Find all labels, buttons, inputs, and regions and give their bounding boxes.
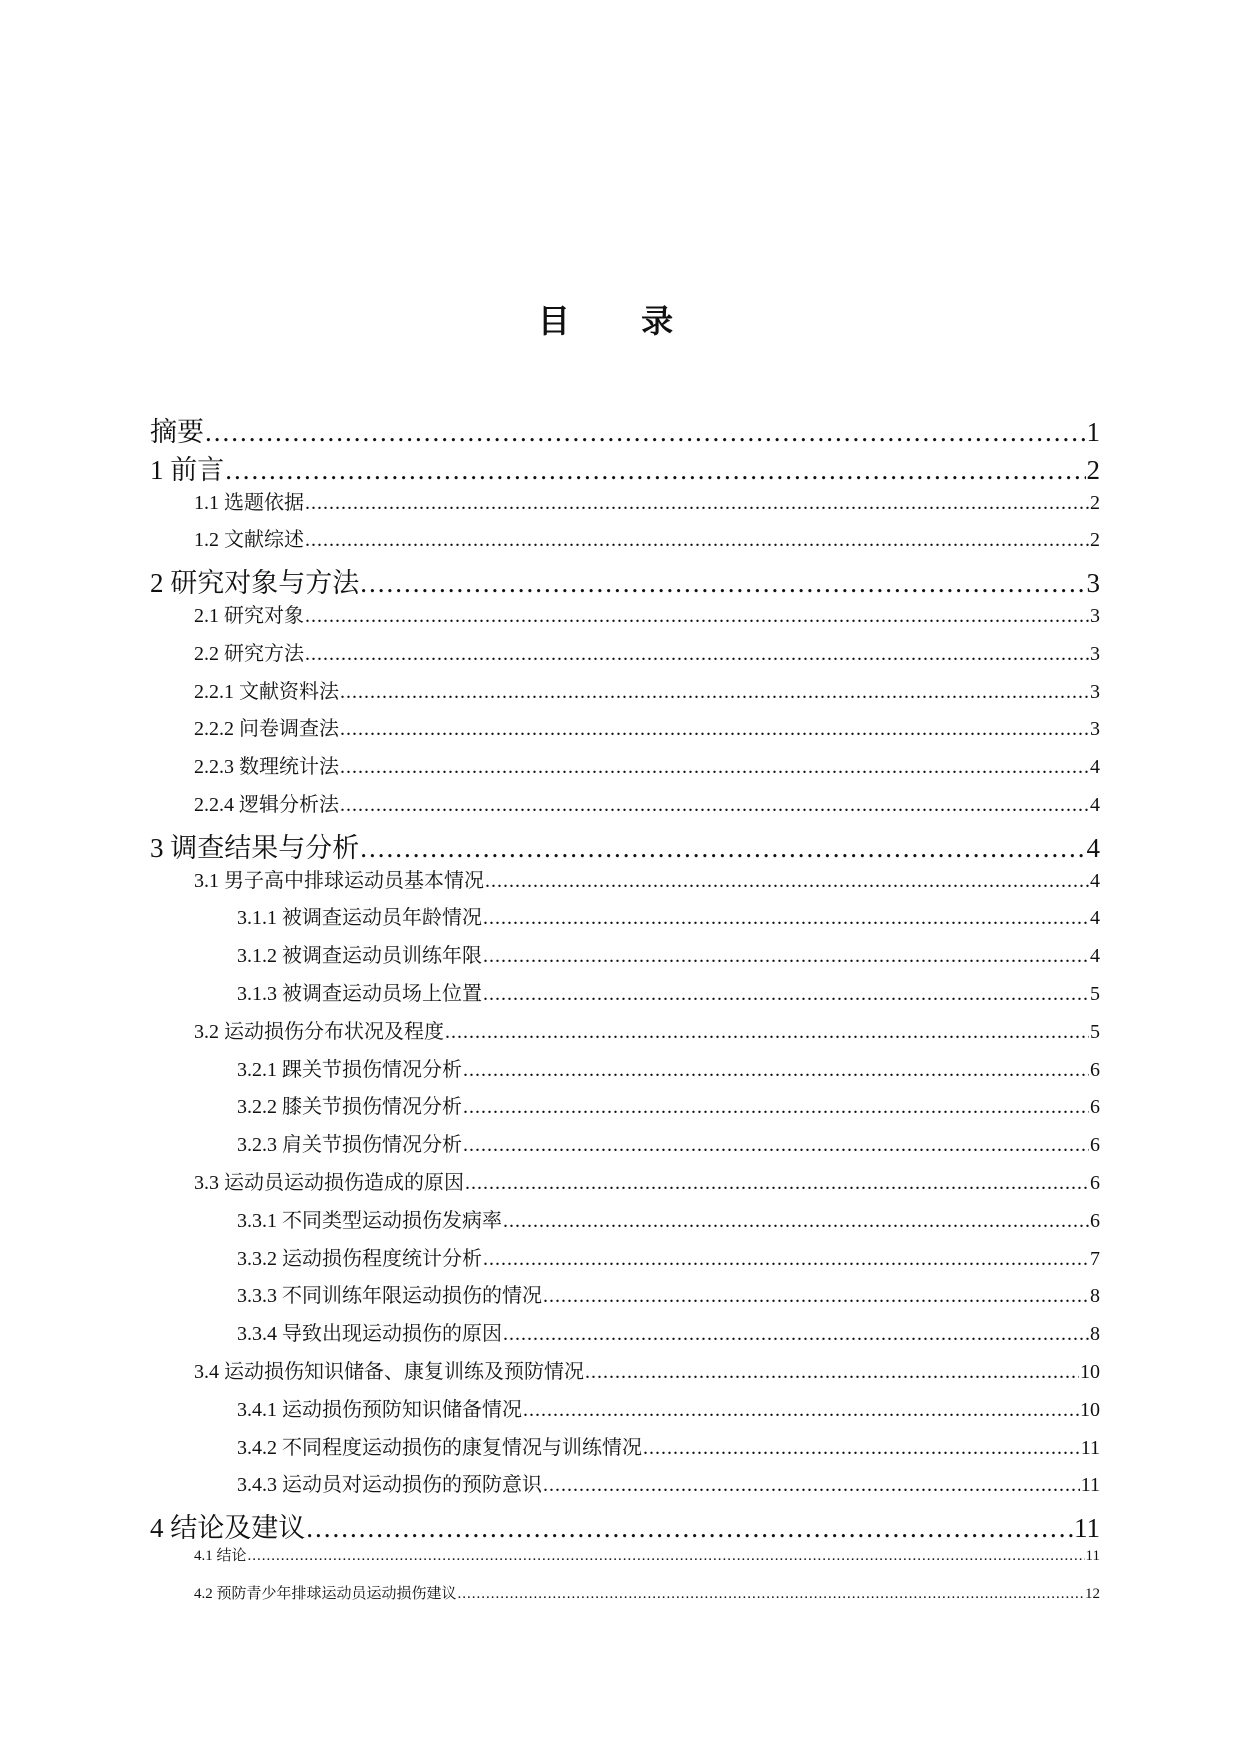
toc-entry[interactable] [150, 523, 1100, 561]
toc-entry-page: 5 [1090, 1020, 1100, 1043]
toc-entry-label: 3.1.1 被调查运动员年龄情况 [237, 907, 482, 930]
dot-leader [305, 492, 1089, 515]
toc-entry-page: 4 [1090, 869, 1100, 892]
toc-entry[interactable] [150, 1582, 1100, 1620]
toc-entry[interactable] [150, 1393, 1100, 1431]
toc-entry[interactable] [150, 864, 1100, 902]
toc-entry[interactable] [150, 1166, 1100, 1204]
toc-entry-page: 7 [1090, 1247, 1100, 1270]
toc-entry-label: 4.1 结论 [194, 1547, 247, 1564]
toc-entry[interactable] [150, 1279, 1100, 1317]
toc-entry-page: 6 [1090, 1209, 1100, 1232]
toc-entry-label: 2.2.4 逻辑分析法 [194, 793, 339, 816]
dot-leader [445, 1021, 1089, 1044]
toc-entry-label: 3.1.3 被调查运动员场上位置 [237, 982, 482, 1005]
toc-entry-label: 摘要 [150, 417, 204, 447]
toc-entry[interactable] [150, 1355, 1100, 1393]
toc-entry-label: 3.2.2 膝关节损伤情况分析 [237, 1096, 462, 1119]
toc-entry-page: 4 [1086, 832, 1100, 863]
dot-leader [306, 1513, 1073, 1544]
toc-entry-page: 3 [1090, 718, 1100, 741]
dot-leader [305, 643, 1089, 666]
dot-leader [523, 1399, 1079, 1422]
toc-entry[interactable] [150, 1090, 1100, 1128]
dot-leader [485, 870, 1089, 893]
toc-entry-label: 4 结论及建议 [150, 1513, 306, 1544]
dot-leader [643, 1437, 1080, 1460]
toc-entry-page: 8 [1090, 1323, 1100, 1346]
toc-entry-page: 6 [1090, 1171, 1100, 1194]
toc-entry-page: 2 [1090, 491, 1100, 514]
dot-leader [503, 1210, 1089, 1233]
toc-entry[interactable] [150, 712, 1100, 750]
dot-leader [205, 417, 1086, 448]
toc-entry-page: 11 [1074, 1513, 1100, 1544]
toc-entry[interactable] [150, 1317, 1100, 1355]
toc-entry-label: 3.3 运动员运动损伤造成的原因 [194, 1171, 464, 1194]
dot-leader [458, 1586, 1084, 1603]
toc-entry-label: 4.2 预防青少年排球运动员运动损伤建议 [194, 1585, 457, 1602]
toc-entry-label: 3 调查结果与分析 [150, 832, 360, 863]
toc-entry-page: 3 [1090, 680, 1100, 703]
toc-entry-page: 10 [1080, 1398, 1100, 1421]
dot-leader [543, 1474, 1080, 1497]
toc-entry[interactable] [150, 675, 1100, 713]
toc-entry-label: 3.4.3 运动员对运动损伤的预防意识 [237, 1474, 542, 1497]
dot-leader [463, 1096, 1089, 1119]
toc-entry-label: 1 前言 [150, 454, 225, 485]
toc-entry[interactable] [150, 1506, 1100, 1544]
toc-entry[interactable] [150, 1053, 1100, 1091]
toc-entry[interactable] [150, 1204, 1100, 1242]
toc-entry[interactable] [150, 599, 1100, 637]
toc-entry-label: 2.2.1 文献资料法 [194, 680, 339, 703]
dot-leader [463, 1134, 1089, 1157]
table-of-contents [150, 410, 1100, 1620]
dot-leader [585, 1361, 1079, 1384]
toc-entry-label: 3.2.1 踝关节损伤情况分析 [237, 1058, 462, 1081]
toc-entry-page: 3 [1090, 604, 1100, 627]
dot-leader [465, 1172, 1089, 1195]
dot-leader [305, 605, 1089, 628]
toc-entry[interactable] [150, 939, 1100, 977]
toc-entry-label: 3.4.2 不同程度运动损伤的康复情况与训练情况 [237, 1436, 642, 1459]
toc-entry-page: 3 [1090, 642, 1100, 665]
toc-entry[interactable] [150, 1128, 1100, 1166]
toc-entry-label: 2.2 研究方法 [194, 642, 304, 665]
toc-entry[interactable] [150, 901, 1100, 939]
toc-entry-page: 4 [1090, 756, 1100, 779]
toc-entry[interactable] [150, 1468, 1100, 1506]
dot-leader [340, 681, 1089, 704]
toc-entry-label: 3.4.1 运动损伤预防知识储备情况 [237, 1398, 522, 1421]
toc-entry[interactable] [150, 1544, 1100, 1582]
toc-entry-page: 8 [1090, 1285, 1100, 1308]
toc-entry-label: 3.3.1 不同类型运动损伤发病率 [237, 1209, 502, 1232]
toc-entry[interactable] [150, 410, 1100, 448]
toc-entry-label: 1.2 文献综述 [194, 529, 304, 552]
dot-leader [360, 833, 1085, 864]
toc-entry-page: 3 [1086, 568, 1100, 599]
toc-entry-label: 3.1.2 被调查运动员训练年限 [237, 945, 482, 968]
toc-entry-label: 3.4 运动损伤知识储备、康复训练及预防情况 [194, 1360, 584, 1383]
toc-entry[interactable] [150, 826, 1100, 864]
toc-entry-page: 4 [1090, 793, 1100, 816]
toc-entry-page: 11 [1085, 1547, 1100, 1564]
toc-entry-label: 3.2 运动损伤分布状况及程度 [194, 1020, 444, 1043]
page-title: 目 录 [537, 302, 704, 340]
toc-entry-page: 2 [1086, 454, 1100, 485]
dot-leader [463, 1059, 1089, 1082]
toc-entry[interactable] [150, 1431, 1100, 1469]
dot-leader [340, 794, 1089, 817]
dot-leader [340, 756, 1089, 779]
toc-entry-label: 3.3.3 不同训练年限运动损伤的情况 [237, 1285, 542, 1308]
toc-entry[interactable] [150, 788, 1100, 826]
dot-leader [483, 1248, 1089, 1271]
toc-entry-page: 4 [1090, 907, 1100, 930]
toc-entry-page: 6 [1090, 1058, 1100, 1081]
toc-entry-label: 3.3.4 导致出现运动损伤的原因 [237, 1323, 502, 1346]
dot-leader [305, 529, 1089, 552]
toc-entry-label: 3.3.2 运动损伤程度统计分析 [237, 1247, 482, 1270]
toc-entry-page: 1 [1086, 417, 1100, 447]
dot-leader [503, 1323, 1089, 1346]
toc-entry-label: 3.1 男子高中排球运动员基本情况 [194, 869, 484, 892]
toc-entry-label: 2.1 研究对象 [194, 604, 304, 627]
toc-entry-label: 2 研究对象与方法 [150, 568, 360, 599]
toc-entry[interactable] [150, 448, 1100, 486]
toc-entry[interactable] [150, 486, 1100, 524]
dot-leader [248, 1548, 1085, 1565]
toc-entry-page: 11 [1080, 1436, 1100, 1459]
toc-entry-label: 3.2.3 肩关节损伤情况分析 [237, 1134, 462, 1157]
toc-entry[interactable] [150, 977, 1100, 1015]
toc-entry[interactable] [150, 750, 1100, 788]
dot-leader [340, 718, 1089, 741]
toc-entry-label: 2.2.3 数理统计法 [194, 756, 339, 779]
toc-entry-page: 6 [1090, 1096, 1100, 1119]
toc-entry-page: 11 [1080, 1474, 1100, 1497]
toc-entry[interactable] [150, 1242, 1100, 1280]
dot-leader [483, 945, 1089, 968]
toc-entry[interactable] [150, 561, 1100, 599]
dot-leader [360, 568, 1085, 599]
dot-leader [483, 907, 1089, 930]
toc-entry-label: 1.1 选题依据 [194, 491, 304, 514]
toc-entry-page: 6 [1090, 1134, 1100, 1157]
dot-leader [543, 1285, 1089, 1308]
toc-entry-page: 10 [1080, 1360, 1100, 1383]
dot-leader [483, 983, 1089, 1006]
toc-entry-page: 5 [1090, 982, 1100, 1005]
toc-entry-page: 4 [1090, 945, 1100, 968]
toc-entry[interactable] [150, 1015, 1100, 1053]
toc-entry-page: 2 [1090, 529, 1100, 552]
toc-entry[interactable] [150, 637, 1100, 675]
toc-entry-page: 12 [1085, 1585, 1100, 1602]
toc-entry-label: 2.2.2 问卷调查法 [194, 718, 339, 741]
dot-leader [225, 455, 1085, 486]
